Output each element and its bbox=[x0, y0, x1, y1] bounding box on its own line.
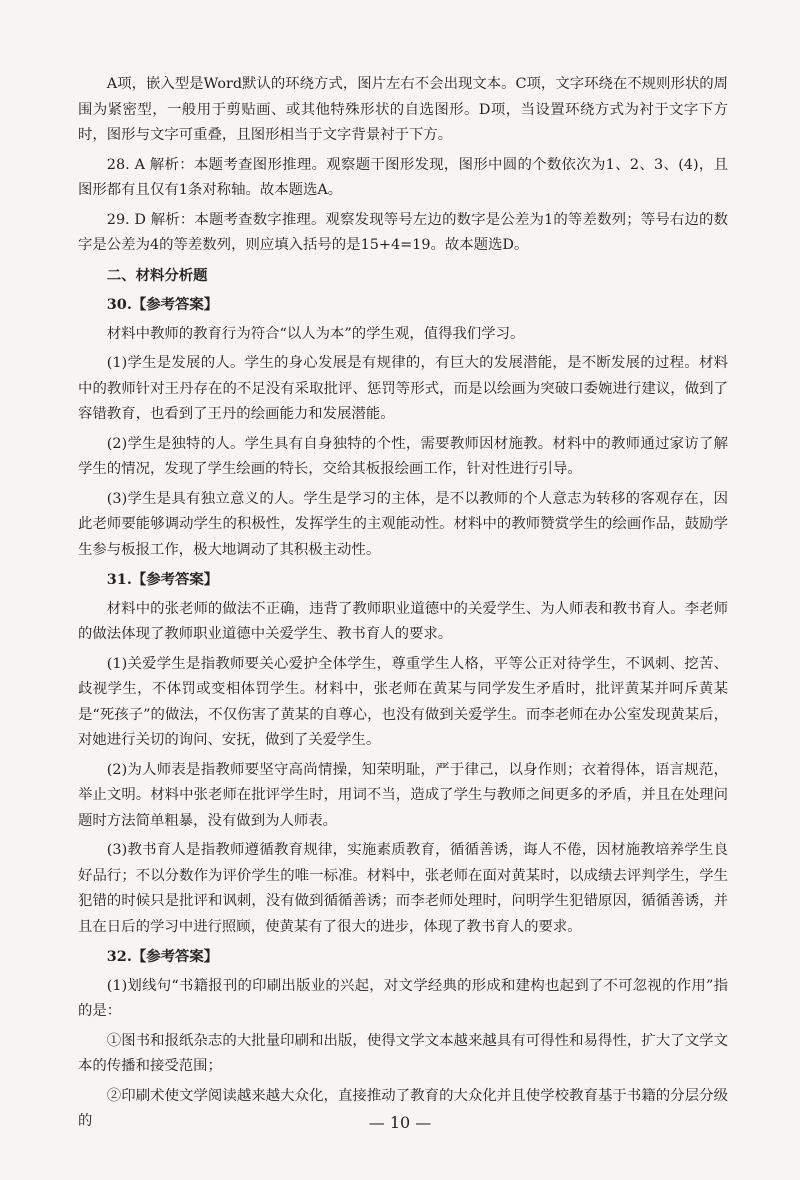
paragraph: A项，嵌入型是Word默认的环绕方式，图片左右不会出现文本。C项，文字环绕在不规则形状的周围为紧密型，一般用于剪贴画、或其他特殊形状的自选图形。D项，当设置环绕方式为衬于文字下方时，图形与文字可重叠，且图形相当于文字背景衬于下方。 bbox=[78, 76, 729, 143]
question-30-heading: 30.【参考答案】 bbox=[106, 296, 219, 313]
paragraph: (1)关爱学生是指教师要关心爱护全体学生，尊重学生人格，平等公正对待学生，不讽刺、挖苦、歧视学生，不体罚或变相体罚学生。材料中，张老师在黄某与同学发生矛盾时，批评黄某并呵斥黄某是“死孩子”的做法，不仅伤害了黄某的自尊心，也没有做到关爱学生。而李老师在办公室发现黄某后，对她进行关切的询问、安抚，做到了关爱学生。 bbox=[78, 655, 728, 748]
page-content bbox=[78, 72, 728, 1139]
paragraph: ②印刷术使文学阅读越来越大众化，直接推动了教育的大众化并且使学校教育基于书籍的分层分级的 bbox=[78, 1087, 728, 1129]
question-32-heading: 32.【参考答案】 bbox=[106, 948, 219, 965]
section-heading: 二、材料分析题 bbox=[106, 266, 208, 284]
answer-28: 28. A 解析：本题考查图形推理。观察题干图形发现，图形中圆的个数依次为1、2、3、(4)，且图形都有且仅有1条对称轴。故本题选A。 bbox=[78, 156, 728, 198]
paragraph: (3)教书育人是指教师遵循教育规律，实施素质教育，循循善诱，诲人不倦，因材施教培养学生良好品行；不以分数作为评价学生的唯一标准。材料中，张老师在面对黄某时，以成绩去评判学生，学生犯错的时候只是批评和讽刺，没有做到循循善诱；而李老师处理时，问明学生犯错原因，循循善诱，并且在日后的学习中进行照顾，使黄某有了很大的进步，体现了教书育人的要求。 bbox=[78, 842, 728, 935]
paragraph: (2)学生是独特的人。学生具有自身独特的个性，需要教师因材施教。材料中的教师通过家访了解学生的情况，发现了学生绘画的特长，交给其板报绘画工作，针对性进行引导。 bbox=[78, 435, 728, 477]
paragraph: (3)学生是具有独立意义的人。学生是学习的主体，是不以教师的个人意志为转移的客观存在，因此老师要能够调动学生的积极性，发挥学生的主观能动性。材料中的教师赞赏学生的绘画作品，鼓励学生参与板报工作，极大地调动了其积极主动性。 bbox=[78, 490, 728, 558]
paragraph: ①图书和报纸杂志的大批量印刷和出版，使得文学文本越来越具有可得性和易得性，扩大了文学文本的传播和接受范围； bbox=[78, 1032, 728, 1074]
paragraph: 材料中的张老师的做法不正确，违背了教师职业道德中的关爱学生、为人师表和教书育人。李老师的做法体现了教师职业道德中关爱学生、教书育人的要求。 bbox=[78, 600, 728, 642]
paragraph: 材料中教师的教育行为符合“以人为本”的学生观，值得我们学习。 bbox=[106, 325, 525, 342]
question-31-heading: 31.【参考答案】 bbox=[106, 571, 219, 588]
answer-29: 29. D 解析：本题考查数字推理。观察发现等号左边的数字是公差为1的等差数列；等号右边的数字是公差为4的等差数列，则应填入括号的是15+4=19。故本题选D。 bbox=[78, 211, 728, 253]
paragraph: (1)划线句“书籍报刊的印刷出版业的兴起，对文学经典的形成和建构也起到了不可忽视的作用”指的是： bbox=[78, 977, 728, 1019]
paragraph: (2)为人师表是指教师要坚守高尚情操，知荣明耻，严于律己，以身作则；衣着得体，语言规范，举止文明。材料中张老师在批评学生时，用词不当，造成了学生与教师之间更多的矛盾，并且在处理问题时方法简单粗暴，没有做到为人师表。 bbox=[78, 761, 728, 829]
paragraph: (1)学生是发展的人。学生的身心发展是有规律的，有巨大的发展潜能，是不断发展的过程。材料中的教师针对王丹存在的不足没有采取批评、惩罚等形式，而是以绘画为突破口委婉进行建议，做到了容错教育，也看到了王丹的绘画能力和发展潜能。 bbox=[78, 355, 728, 422]
page-number: — 10 — bbox=[368, 1113, 432, 1132]
